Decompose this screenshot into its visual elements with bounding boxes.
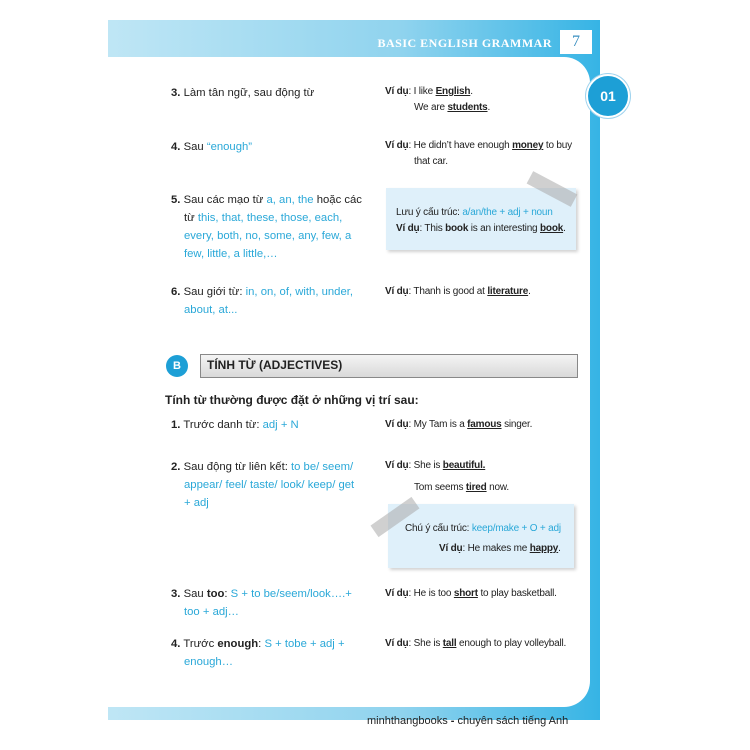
adj-item-3: 3. Sau too: S + to be/seem/look….+ too + adj… — [171, 588, 352, 618]
adj-example-4: Ví dụ: She is tall enough to play volleyball. — [385, 638, 567, 649]
footer: minhthangbooks - chuyên sách tiếng Anh — [367, 715, 569, 727]
footer-tagline: chuyên sách tiếng Anh — [457, 715, 569, 727]
book-title: BASIC ENGLISH GRAMMAR — [377, 36, 552, 50]
header-bar — [108, 31, 600, 57]
section-b-badge: B — [166, 355, 188, 377]
chapter-badge: 01 — [586, 74, 630, 118]
example-3: Ví dụ: I like English. We are students. — [385, 86, 491, 113]
adj-item-4: 4. Trước enough: S + tobe + adj + enough… — [171, 638, 345, 668]
adj-example-1: Ví dụ: My Tam is a famous singer. — [385, 419, 533, 430]
adj-example-2: Ví dụ: She is beautiful. Tom seems tired now. — [385, 460, 509, 493]
item-6: 6. Sau giới từ: in, on, of, with, under, about, at... — [171, 286, 354, 316]
example-4: Ví dụ: He didn’t have enough money to buy that car. — [385, 140, 572, 167]
adj-item-1: 1. Trước danh từ: adj + N — [171, 419, 299, 431]
footer-brand: minhthangbooks — [367, 715, 448, 727]
item-5: 5. Sau các mạo từ a, an, the hoặc các từ this, that, these, those, each, every, both, no, some, any, few, a few, little, a little,… — [171, 194, 362, 260]
item-3: 3. Làm tân ngữ, sau động từ — [171, 87, 315, 99]
adj-item-2: 2. Sau động từ liên kết: to be/ seem/ appear/ feel/ taste/ look/ keep/ get + adj — [171, 461, 355, 509]
note-1-text: Lưu ý cấu trúc: a/an/the + adj + noun Ví dụ: This book is an interesting book. — [396, 207, 566, 234]
example-6: Ví dụ: Thanh is good at literature. — [385, 286, 531, 297]
note-2-text: Chú ý cấu trúc: keep/make + O + adj Ví dụ: He makes me happy. — [405, 523, 561, 554]
item-4: 4. Sau “enough” — [171, 141, 253, 153]
section-b-title: TÍNH TỪ (ADJECTIVES) — [207, 358, 343, 372]
adj-example-3: Ví dụ: He is too short to play basketball. — [385, 588, 557, 599]
section-b-title-bar — [200, 354, 578, 378]
subheading: Tính từ thường được đặt ở những vị trí sau: — [165, 393, 419, 407]
page-number: 7 — [560, 30, 592, 54]
